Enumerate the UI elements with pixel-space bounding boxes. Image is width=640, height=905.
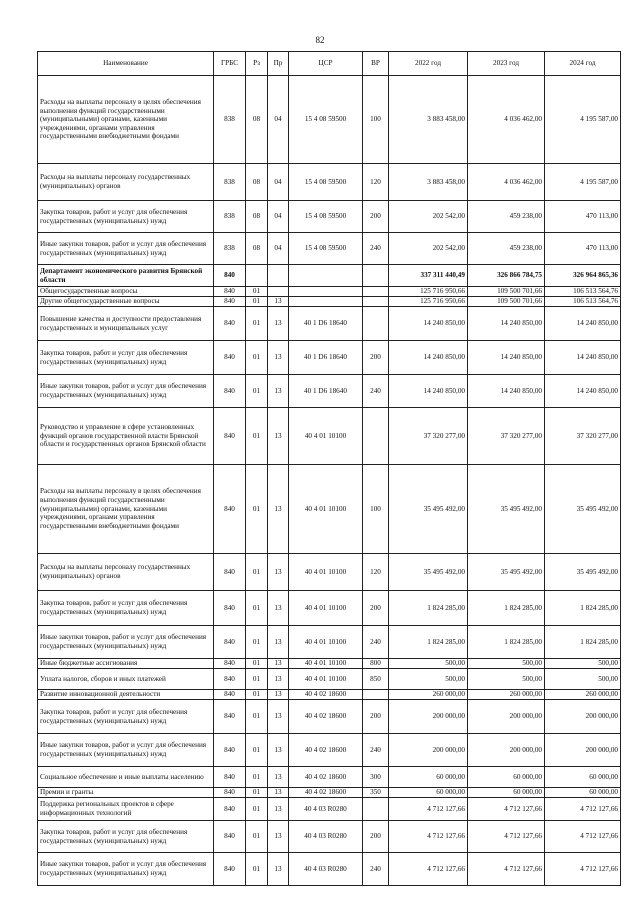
cell-vr: 100 xyxy=(363,465,389,554)
cell-vr xyxy=(363,798,389,821)
table-row xyxy=(38,287,621,297)
cell-2023: 200 000,00 xyxy=(468,734,545,767)
table-row xyxy=(38,265,621,287)
cell-2023: 500,00 xyxy=(468,659,545,669)
cell-name: Руководство и управление в сфере установленных функций органов государственной власти Брянской области и государственных органов Брянской области xyxy=(38,408,214,465)
cell-rz: 01 xyxy=(246,465,268,554)
cell-csr: 40 4 03 R0280 xyxy=(289,798,363,821)
cell-rz: 01 xyxy=(246,626,268,659)
table-row xyxy=(38,233,621,265)
cell-vr: 120 xyxy=(363,554,389,591)
cell-csr: 15 4 08 59500 xyxy=(289,233,363,265)
cell-vr xyxy=(363,408,389,465)
col-header-pr: Пр xyxy=(268,52,289,76)
cell-vr: 240 xyxy=(363,734,389,767)
cell-pr: 13 xyxy=(268,408,289,465)
cell-name: Расходы на выплаты персоналу государственных (муниципальных) органов xyxy=(38,164,214,201)
table-row xyxy=(38,307,621,341)
cell-pr: 04 xyxy=(268,201,289,233)
cell-2022: 37 320 277,00 xyxy=(389,408,468,465)
cell-name: Иные закупки товаров, работ и услуг для обеспечения государственных (муниципальных) нужд xyxy=(38,853,214,886)
cell-2024: 1 824 285,00 xyxy=(545,591,621,626)
cell-pr: 13 xyxy=(268,375,289,408)
cell-2024: 106 513 564,76 xyxy=(545,287,621,297)
cell-2024: 14 240 850,00 xyxy=(545,375,621,408)
cell-csr: 40 4 03 R0280 xyxy=(289,853,363,886)
cell-2024: 4 195 587,00 xyxy=(545,164,621,201)
cell-grbs: 838 xyxy=(214,233,246,265)
cell-grbs: 840 xyxy=(214,465,246,554)
cell-grbs: 840 xyxy=(214,734,246,767)
cell-grbs: 840 xyxy=(214,659,246,669)
cell-2022: 202 542,00 xyxy=(389,201,468,233)
cell-2024: 500,00 xyxy=(545,659,621,669)
cell-2022: 60 000,00 xyxy=(389,767,468,788)
cell-csr xyxy=(289,297,363,307)
cell-vr xyxy=(363,690,389,700)
cell-2024: 470 113,00 xyxy=(545,201,621,233)
cell-pr: 13 xyxy=(268,690,289,700)
cell-2023: 260 000,00 xyxy=(468,690,545,700)
cell-pr: 04 xyxy=(268,233,289,265)
cell-rz: 01 xyxy=(246,287,268,297)
cell-csr: 40 1 D6 18640 xyxy=(289,341,363,375)
cell-vr xyxy=(363,265,389,287)
table-row xyxy=(38,375,621,408)
table-row xyxy=(38,76,621,164)
cell-2022: 4 712 127,66 xyxy=(389,798,468,821)
cell-2023: 14 240 850,00 xyxy=(468,341,545,375)
cell-2022: 14 240 850,00 xyxy=(389,307,468,341)
cell-grbs: 838 xyxy=(214,201,246,233)
cell-pr: 13 xyxy=(268,669,289,690)
cell-2023: 109 500 701,66 xyxy=(468,287,545,297)
cell-2022: 125 716 950,66 xyxy=(389,287,468,297)
cell-2024: 1 824 285,00 xyxy=(545,626,621,659)
cell-pr: 13 xyxy=(268,341,289,375)
cell-csr: 40 4 02 18600 xyxy=(289,734,363,767)
table-row xyxy=(38,669,621,690)
cell-grbs: 840 xyxy=(214,341,246,375)
cell-rz: 01 xyxy=(246,767,268,788)
cell-2024: 60 000,00 xyxy=(545,788,621,798)
cell-name: Расходы на выплаты персоналу в целях обеспечения выполнения функций государственными (муниципальными) органами, казенными учреждениями, органами управления государственными внебюджетными фондами xyxy=(38,465,214,554)
table-header-row xyxy=(38,52,621,76)
cell-2024: 4 712 127,66 xyxy=(545,798,621,821)
cell-rz: 01 xyxy=(246,659,268,669)
cell-name: Иные закупки товаров, работ и услуг для обеспечения государственных (муниципальных) нужд xyxy=(38,734,214,767)
cell-2023: 4 712 127,66 xyxy=(468,821,545,853)
table-row xyxy=(38,341,621,375)
col-header-2023: 2023 год xyxy=(468,52,545,76)
cell-vr: 240 xyxy=(363,626,389,659)
cell-2022: 3 883 458,00 xyxy=(389,164,468,201)
cell-2022: 125 716 950,66 xyxy=(389,297,468,307)
cell-2023: 35 495 492,00 xyxy=(468,554,545,591)
cell-vr xyxy=(363,297,389,307)
cell-pr: 13 xyxy=(268,591,289,626)
cell-2024: 14 240 850,00 xyxy=(545,341,621,375)
cell-grbs: 840 xyxy=(214,554,246,591)
cell-vr: 200 xyxy=(363,700,389,734)
cell-csr: 40 4 01 10100 xyxy=(289,626,363,659)
cell-2024: 326 964 865,36 xyxy=(545,265,621,287)
table-row xyxy=(38,821,621,853)
cell-2022: 3 883 458,00 xyxy=(389,76,468,164)
cell-2022: 500,00 xyxy=(389,659,468,669)
cell-rz: 08 xyxy=(246,76,268,164)
cell-grbs: 838 xyxy=(214,164,246,201)
cell-rz: 01 xyxy=(246,821,268,853)
table-row xyxy=(38,626,621,659)
cell-rz: 01 xyxy=(246,700,268,734)
cell-pr: 13 xyxy=(268,767,289,788)
cell-grbs: 840 xyxy=(214,265,246,287)
cell-csr: 40 4 01 10100 xyxy=(289,465,363,554)
cell-csr: 40 4 01 10100 xyxy=(289,554,363,591)
col-header-2022: 2022 год xyxy=(389,52,468,76)
cell-pr: 13 xyxy=(268,788,289,798)
cell-name: Премии и гранты xyxy=(38,788,214,798)
cell-grbs: 840 xyxy=(214,669,246,690)
cell-csr xyxy=(289,265,363,287)
cell-name: Закупка товаров, работ и услуг для обеспечения государственных (муниципальных) нужд xyxy=(38,821,214,853)
col-header-rz: Рз xyxy=(246,52,268,76)
table-row xyxy=(38,700,621,734)
cell-grbs: 840 xyxy=(214,307,246,341)
cell-vr: 240 xyxy=(363,853,389,886)
cell-csr: 40 1 D6 18640 xyxy=(289,375,363,408)
cell-csr: 40 4 02 18600 xyxy=(289,690,363,700)
cell-rz: 08 xyxy=(246,233,268,265)
col-header-2024: 2024 год xyxy=(545,52,621,76)
cell-vr: 100 xyxy=(363,76,389,164)
cell-2022: 4 712 127,66 xyxy=(389,853,468,886)
cell-2022: 200 000,00 xyxy=(389,700,468,734)
cell-pr: 13 xyxy=(268,734,289,767)
cell-pr: 04 xyxy=(268,164,289,201)
cell-grbs: 840 xyxy=(214,821,246,853)
cell-csr: 40 4 01 10100 xyxy=(289,669,363,690)
cell-csr: 15 4 08 59500 xyxy=(289,76,363,164)
cell-2022: 60 000,00 xyxy=(389,788,468,798)
cell-vr: 200 xyxy=(363,201,389,233)
cell-pr: 13 xyxy=(268,853,289,886)
cell-pr: 13 xyxy=(268,798,289,821)
cell-2023: 60 000,00 xyxy=(468,788,545,798)
cell-2022: 1 824 285,00 xyxy=(389,591,468,626)
cell-grbs: 840 xyxy=(214,798,246,821)
col-header-csr: ЦСР xyxy=(289,52,363,76)
cell-2024: 106 513 564,76 xyxy=(545,297,621,307)
cell-2024: 60 000,00 xyxy=(545,767,621,788)
cell-name: Закупка товаров, работ и услуг для обеспечения государственных (муниципальных) нужд xyxy=(38,201,214,233)
cell-pr: 13 xyxy=(268,700,289,734)
cell-2022: 35 495 492,00 xyxy=(389,465,468,554)
cell-2024: 37 320 277,00 xyxy=(545,408,621,465)
cell-2022: 1 824 285,00 xyxy=(389,626,468,659)
cell-rz: 01 xyxy=(246,408,268,465)
cell-vr: 850 xyxy=(363,669,389,690)
cell-2022: 337 311 440,49 xyxy=(389,265,468,287)
cell-name: Повышение качества и доступности предоставления государственных и муниципальных услуг xyxy=(38,307,214,341)
cell-vr: 240 xyxy=(363,233,389,265)
cell-vr: 120 xyxy=(363,164,389,201)
cell-name: Общегосударственные вопросы xyxy=(38,287,214,297)
cell-rz: 01 xyxy=(246,375,268,408)
cell-rz: 01 xyxy=(246,591,268,626)
cell-2023: 37 320 277,00 xyxy=(468,408,545,465)
table-row xyxy=(38,767,621,788)
cell-pr: 13 xyxy=(268,626,289,659)
cell-2023: 4 712 127,66 xyxy=(468,853,545,886)
cell-name: Развитие инновационной деятельности xyxy=(38,690,214,700)
cell-rz: 08 xyxy=(246,164,268,201)
cell-rz: 01 xyxy=(246,341,268,375)
cell-2023: 200 000,00 xyxy=(468,700,545,734)
cell-vr: 800 xyxy=(363,659,389,669)
cell-vr: 300 xyxy=(363,767,389,788)
cell-2023: 326 866 784,75 xyxy=(468,265,545,287)
cell-csr: 40 4 02 18600 xyxy=(289,700,363,734)
cell-csr: 15 4 08 59500 xyxy=(289,201,363,233)
cell-2024: 200 000,00 xyxy=(545,700,621,734)
cell-2023: 14 240 850,00 xyxy=(468,307,545,341)
table-row xyxy=(38,408,621,465)
cell-rz: 01 xyxy=(246,669,268,690)
cell-vr: 200 xyxy=(363,821,389,853)
cell-2024: 4 195 587,00 xyxy=(545,76,621,164)
cell-csr: 40 4 01 10100 xyxy=(289,591,363,626)
cell-name: Уплата налогов, сборов и иных платежей xyxy=(38,669,214,690)
cell-grbs: 840 xyxy=(214,853,246,886)
cell-2023: 60 000,00 xyxy=(468,767,545,788)
table-row xyxy=(38,690,621,700)
cell-2023: 35 495 492,00 xyxy=(468,465,545,554)
cell-rz: 01 xyxy=(246,853,268,886)
cell-2022: 260 000,00 xyxy=(389,690,468,700)
cell-2022: 200 000,00 xyxy=(389,734,468,767)
cell-2024: 35 495 492,00 xyxy=(545,465,621,554)
cell-2023: 4 712 127,66 xyxy=(468,798,545,821)
cell-2024: 260 000,00 xyxy=(545,690,621,700)
cell-pr: 13 xyxy=(268,297,289,307)
cell-csr: 40 4 02 18600 xyxy=(289,788,363,798)
cell-grbs: 840 xyxy=(214,700,246,734)
cell-pr: 13 xyxy=(268,307,289,341)
cell-csr: 15 4 08 59500 xyxy=(289,164,363,201)
cell-vr: 200 xyxy=(363,591,389,626)
cell-csr xyxy=(289,287,363,297)
cell-pr: 13 xyxy=(268,465,289,554)
table-row xyxy=(38,853,621,886)
cell-name: Иные закупки товаров, работ и услуг для обеспечения государственных (муниципальных) нужд xyxy=(38,375,214,408)
cell-name: Иные бюджетные ассигнования xyxy=(38,659,214,669)
cell-vr xyxy=(363,307,389,341)
cell-2022: 500,00 xyxy=(389,669,468,690)
cell-name: Социальное обеспечение и иные выплаты населению xyxy=(38,767,214,788)
cell-2022: 14 240 850,00 xyxy=(389,341,468,375)
cell-2024: 4 712 127,66 xyxy=(545,821,621,853)
cell-grbs: 838 xyxy=(214,76,246,164)
cell-vr xyxy=(363,287,389,297)
cell-2022: 35 495 492,00 xyxy=(389,554,468,591)
cell-pr: 13 xyxy=(268,821,289,853)
cell-grbs: 840 xyxy=(214,297,246,307)
cell-2024: 500,00 xyxy=(545,669,621,690)
col-header-grbs: ГРБС xyxy=(214,52,246,76)
cell-2023: 14 240 850,00 xyxy=(468,375,545,408)
cell-pr xyxy=(268,265,289,287)
cell-2024: 200 000,00 xyxy=(545,734,621,767)
cell-name: Иные закупки товаров, работ и услуг для обеспечения государственных (муниципальных) нужд xyxy=(38,626,214,659)
cell-2023: 4 036 462,00 xyxy=(468,76,545,164)
cell-name: Закупка товаров, работ и услуг для обеспечения государственных (муниципальных) нужд xyxy=(38,591,214,626)
table-row xyxy=(38,798,621,821)
cell-name: Закупка товаров, работ и услуг для обеспечения государственных (муниципальных) нужд xyxy=(38,700,214,734)
table-row xyxy=(38,788,621,798)
cell-csr: 40 4 02 18600 xyxy=(289,767,363,788)
cell-grbs: 840 xyxy=(214,591,246,626)
cell-2023: 4 036 462,00 xyxy=(468,164,545,201)
cell-name: Расходы на выплаты персоналу государственных (муниципальных) органов xyxy=(38,554,214,591)
cell-rz xyxy=(246,265,268,287)
cell-2023: 459 238,00 xyxy=(468,233,545,265)
cell-rz: 01 xyxy=(246,690,268,700)
cell-csr: 40 1 D6 18640 xyxy=(289,307,363,341)
cell-name: Закупка товаров, работ и услуг для обеспечения государственных (муниципальных) нужд xyxy=(38,341,214,375)
table-row xyxy=(38,201,621,233)
cell-rz: 01 xyxy=(246,307,268,341)
cell-rz: 01 xyxy=(246,297,268,307)
cell-grbs: 840 xyxy=(214,626,246,659)
table-body xyxy=(38,76,621,886)
cell-rz: 01 xyxy=(246,788,268,798)
cell-grbs: 840 xyxy=(214,375,246,408)
cell-vr: 200 xyxy=(363,341,389,375)
cell-2022: 202 542,00 xyxy=(389,233,468,265)
table-row xyxy=(38,734,621,767)
cell-2022: 4 712 127,66 xyxy=(389,821,468,853)
cell-2023: 459 238,00 xyxy=(468,201,545,233)
cell-grbs: 840 xyxy=(214,788,246,798)
cell-2024: 35 495 492,00 xyxy=(545,554,621,591)
cell-name: Расходы на выплаты персоналу в целях обеспечения выполнения функций государственными (муниципальными) органами, казенными учреждениями, органами управления государственными внебюджетными фондами xyxy=(38,76,214,164)
cell-2023: 1 824 285,00 xyxy=(468,591,545,626)
cell-rz: 01 xyxy=(246,798,268,821)
cell-rz: 08 xyxy=(246,201,268,233)
table-row xyxy=(38,465,621,554)
cell-csr: 40 4 01 10100 xyxy=(289,659,363,669)
cell-rz: 01 xyxy=(246,734,268,767)
cell-grbs: 840 xyxy=(214,408,246,465)
table-row xyxy=(38,591,621,626)
cell-2024: 14 240 850,00 xyxy=(545,307,621,341)
budget-table xyxy=(37,51,621,886)
cell-pr xyxy=(268,287,289,297)
table-row xyxy=(38,164,621,201)
cell-vr: 350 xyxy=(363,788,389,798)
cell-2023: 500,00 xyxy=(468,669,545,690)
cell-2024: 4 712 127,66 xyxy=(545,853,621,886)
table-row xyxy=(38,297,621,307)
cell-2023: 109 500 701,66 xyxy=(468,297,545,307)
cell-rz: 01 xyxy=(246,554,268,591)
cell-pr: 13 xyxy=(268,554,289,591)
cell-vr: 240 xyxy=(363,375,389,408)
cell-name: Департамент экономического развития Брянской области xyxy=(38,265,214,287)
cell-2023: 1 824 285,00 xyxy=(468,626,545,659)
cell-name: Иные закупки товаров, работ и услуг для обеспечения государственных (муниципальных) нужд xyxy=(38,233,214,265)
cell-2022: 14 240 850,00 xyxy=(389,375,468,408)
cell-name: Другие общегосударственные вопросы xyxy=(38,297,214,307)
page-number: 82 xyxy=(315,35,325,45)
table-row xyxy=(38,659,621,669)
cell-name: Поддержка региональных проектов в сфере информационных технологий xyxy=(38,798,214,821)
cell-pr: 13 xyxy=(268,659,289,669)
cell-csr: 40 4 03 R0280 xyxy=(289,821,363,853)
cell-grbs: 840 xyxy=(214,287,246,297)
cell-csr: 40 4 01 10100 xyxy=(289,408,363,465)
cell-pr: 04 xyxy=(268,76,289,164)
cell-grbs: 840 xyxy=(214,690,246,700)
col-header-name: Наименование xyxy=(38,52,214,76)
table-row xyxy=(38,554,621,591)
col-header-vr: ВР xyxy=(363,52,389,76)
cell-grbs: 840 xyxy=(214,767,246,788)
cell-2024: 470 113,00 xyxy=(545,233,621,265)
